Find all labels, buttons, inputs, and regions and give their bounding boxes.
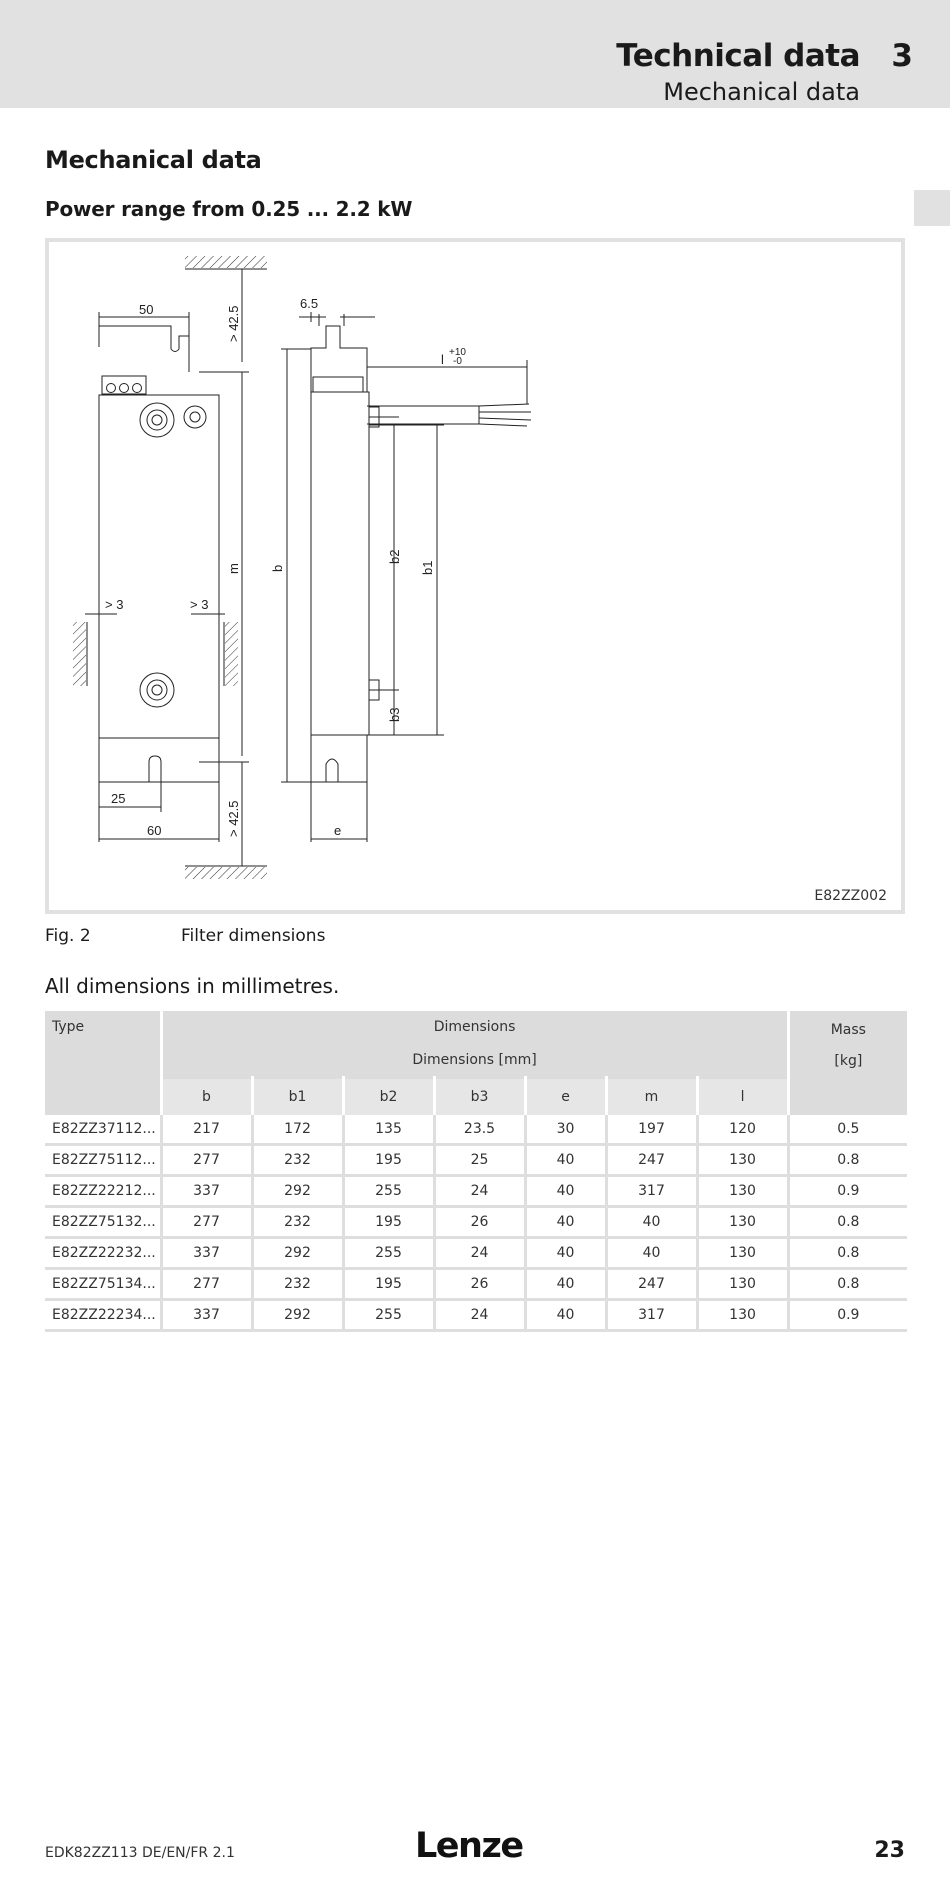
cell-mass: 0.8	[788, 1238, 907, 1269]
dimensions-table	[45, 1011, 907, 1332]
page-header	[0, 0, 950, 108]
dim-label-b2: b2	[387, 549, 402, 564]
dimensions-unit-header: Dimensions [mm]	[161, 1043, 788, 1078]
dim-label-m: m	[226, 563, 241, 574]
cell-b: 337	[161, 1300, 252, 1331]
section-title: Mechanical data	[45, 146, 262, 174]
cell-b3: 26	[434, 1269, 525, 1300]
mass-header-label: Mass	[830, 1022, 866, 1038]
cell-l: 130	[697, 1176, 788, 1207]
cell-e: 30	[525, 1115, 606, 1145]
cell-mass: 0.8	[788, 1269, 907, 1300]
subsection-title: Power range from 0.25 ... 2.2 kW	[45, 197, 413, 221]
cell-mass: 0.8	[788, 1145, 907, 1176]
table-row	[45, 1300, 907, 1331]
wall-hatch-top	[185, 256, 267, 269]
cell-l: 130	[697, 1238, 788, 1269]
dim-label-l: l	[441, 352, 444, 367]
type-column-header: Type	[45, 1011, 161, 1115]
cell-b: 277	[161, 1145, 252, 1176]
mass-column-header	[788, 1011, 907, 1115]
dimension-drawing	[45, 238, 905, 914]
table-row	[45, 1207, 907, 1238]
header-title: Technical data	[616, 38, 860, 74]
cell-e: 40	[525, 1238, 606, 1269]
figure-caption-text: Filter dimensions	[181, 926, 326, 946]
cell-l: 130	[697, 1145, 788, 1176]
cell-b3: 24	[434, 1300, 525, 1331]
cell-l: 130	[697, 1269, 788, 1300]
dim-label-25: 25	[111, 791, 126, 806]
dim-label-b: b	[270, 564, 285, 572]
cell-b2: 195	[343, 1269, 434, 1300]
dim-label-bottom-clearance: > 42.5	[226, 800, 241, 837]
cell-type: E82ZZ37112...	[45, 1115, 161, 1145]
cell-b1: 292	[252, 1238, 343, 1269]
mass-unit-label: [kg]	[834, 1053, 863, 1069]
filter-side-view	[311, 314, 531, 782]
col-header-b3: b3	[434, 1078, 525, 1116]
cell-b3: 26	[434, 1207, 525, 1238]
col-header-l: l	[697, 1078, 788, 1116]
col-header-e: e	[525, 1078, 606, 1116]
dim-label-side-left: > 3	[105, 597, 124, 612]
figure-code: E82ZZ002	[814, 888, 887, 904]
wall-hatch-right	[224, 622, 238, 686]
cell-type: E82ZZ22234...	[45, 1300, 161, 1331]
page-number: 23	[874, 1838, 905, 1863]
col-header-m: m	[606, 1078, 697, 1116]
cell-m: 317	[606, 1176, 697, 1207]
front-dimension-lines	[85, 269, 249, 866]
cell-b2: 255	[343, 1238, 434, 1269]
chapter-tab-marker	[914, 190, 950, 226]
cell-mass: 0.8	[788, 1207, 907, 1238]
cell-type: E82ZZ75134...	[45, 1269, 161, 1300]
cell-m: 317	[606, 1300, 697, 1331]
cell-b2: 255	[343, 1176, 434, 1207]
cell-mass: 0.5	[788, 1115, 907, 1145]
header-subtitle: Mechanical data	[663, 78, 860, 106]
table-row	[45, 1176, 907, 1207]
footer-document-id: EDK82ZZ113 DE/EN/FR 2.1	[45, 1845, 235, 1861]
dim-label-side-right: > 3	[190, 597, 209, 612]
cell-e: 40	[525, 1269, 606, 1300]
table-row	[45, 1145, 907, 1176]
dim-label-6-5: 6.5	[300, 296, 319, 311]
cell-b1: 172	[252, 1115, 343, 1145]
cell-m: 247	[606, 1145, 697, 1176]
cell-type: E82ZZ75112...	[45, 1145, 161, 1176]
cell-m: 40	[606, 1207, 697, 1238]
dimensions-header: Dimensions	[161, 1011, 788, 1043]
cell-b: 277	[161, 1207, 252, 1238]
filter-dimension-drawing	[49, 242, 901, 910]
cell-b1: 232	[252, 1145, 343, 1176]
dim-label-60: 60	[147, 823, 162, 838]
cell-type: E82ZZ75132...	[45, 1207, 161, 1238]
cell-b1: 232	[252, 1207, 343, 1238]
filter-front-view	[99, 326, 219, 782]
figure-caption-label: Fig. 2	[45, 926, 91, 946]
dim-label-top-clearance: > 42.5	[226, 305, 241, 342]
cell-b1: 232	[252, 1269, 343, 1300]
cell-b: 337	[161, 1238, 252, 1269]
table-row	[45, 1115, 907, 1145]
cell-b2: 255	[343, 1300, 434, 1331]
cell-b: 217	[161, 1115, 252, 1145]
cell-b3: 24	[434, 1176, 525, 1207]
cell-b3: 25	[434, 1145, 525, 1176]
dim-label-b3: b3	[387, 707, 402, 722]
cell-type: E82ZZ22212...	[45, 1176, 161, 1207]
col-header-b1: b1	[252, 1078, 343, 1116]
cell-mass: 0.9	[788, 1300, 907, 1331]
cell-b1: 292	[252, 1176, 343, 1207]
cell-e: 40	[525, 1176, 606, 1207]
lenze-logo: Lenze	[415, 1826, 523, 1866]
cell-m: 40	[606, 1238, 697, 1269]
cell-type: E82ZZ22232...	[45, 1238, 161, 1269]
cell-b2: 195	[343, 1207, 434, 1238]
cell-e: 40	[525, 1207, 606, 1238]
cell-b1: 292	[252, 1300, 343, 1331]
dim-label-l-tol-minus: -0	[453, 356, 462, 367]
col-header-b2: b2	[343, 1078, 434, 1116]
dim-label-l-tol-plus: +10	[449, 347, 466, 358]
cell-e: 40	[525, 1300, 606, 1331]
dim-label-b1: b1	[420, 560, 435, 575]
cell-b: 277	[161, 1269, 252, 1300]
col-header-b: b	[161, 1078, 252, 1116]
cell-l: 130	[697, 1300, 788, 1331]
cell-mass: 0.9	[788, 1176, 907, 1207]
dim-label-e: e	[334, 823, 342, 838]
cell-b2: 195	[343, 1145, 434, 1176]
cell-l: 120	[697, 1115, 788, 1145]
wall-hatch-left	[73, 622, 87, 686]
cell-b3: 23.5	[434, 1115, 525, 1145]
wall-hatch-bottom	[185, 866, 267, 879]
cell-b3: 24	[434, 1238, 525, 1269]
table-row	[45, 1269, 907, 1300]
chapter-number: 3	[891, 38, 913, 74]
cell-l: 130	[697, 1207, 788, 1238]
cell-e: 40	[525, 1145, 606, 1176]
cell-m: 247	[606, 1269, 697, 1300]
table-row	[45, 1238, 907, 1269]
dim-label-50: 50	[139, 302, 154, 317]
cell-b: 337	[161, 1176, 252, 1207]
units-note: All dimensions in millimetres.	[45, 974, 340, 998]
cell-m: 197	[606, 1115, 697, 1145]
cell-b2: 135	[343, 1115, 434, 1145]
